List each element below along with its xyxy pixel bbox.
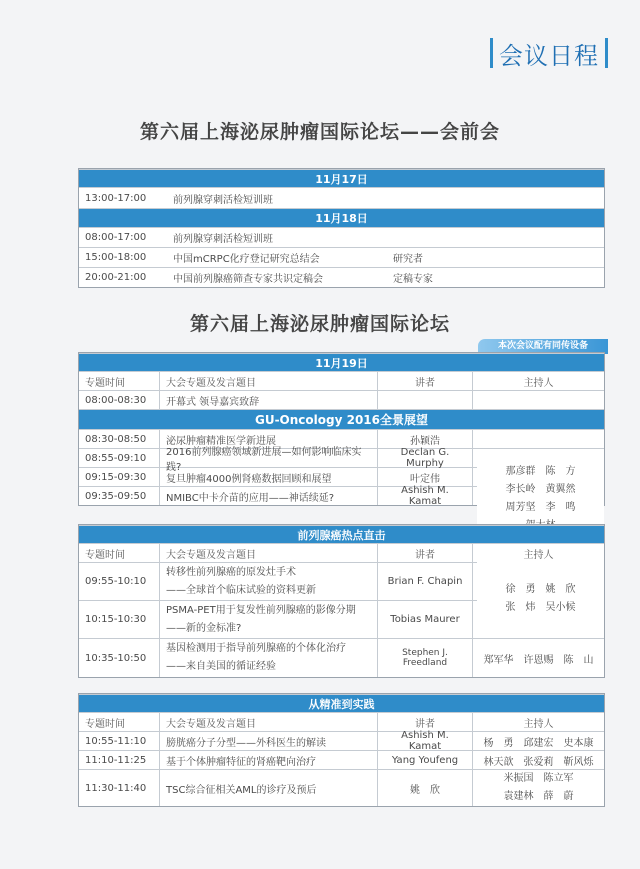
speaker-cell: Ashish M. Kamat bbox=[377, 487, 472, 505]
header-bar-right bbox=[605, 38, 608, 68]
date-banner-1117: 11月17日 bbox=[79, 169, 604, 187]
role-cell bbox=[387, 228, 604, 247]
role-cell: 研究者 bbox=[393, 254, 423, 265]
host-line: 米振国 陈立军 bbox=[503, 773, 574, 784]
topic-line: 基因检测用于指导前列腺癌的个体化治疗 bbox=[166, 643, 346, 654]
pre-conference-table bbox=[78, 168, 605, 288]
host-cell bbox=[472, 391, 604, 409]
col-header-topic: 大会专题及发言题目 bbox=[159, 544, 377, 562]
topic-cell: NMIBC中卡介苗的应用——神话续延? bbox=[159, 487, 377, 505]
topic-cell bbox=[159, 563, 377, 600]
time-cell: 15:00-18:00 bbox=[85, 252, 147, 263]
table-row bbox=[79, 769, 604, 806]
col-header-speaker: 讲者 bbox=[377, 713, 472, 731]
col-header-host: 主持人 bbox=[472, 713, 604, 731]
table-header-row bbox=[79, 712, 604, 731]
topic-subline: ——全球首个临床试验的资料更新 bbox=[166, 584, 316, 596]
schedule-table-prostate bbox=[78, 524, 605, 678]
page-header-label: 会议日程 bbox=[499, 41, 599, 70]
speaker-cell: Ashish M. Kamat bbox=[377, 732, 472, 750]
col-header-time: 专题时间 bbox=[85, 377, 125, 389]
time-cell: 08:00-17:00 bbox=[85, 232, 147, 243]
col-header-time: 专题时间 bbox=[85, 549, 125, 561]
time-cell: 13:00-17:00 bbox=[85, 192, 147, 204]
schedule-table-1119 bbox=[78, 352, 605, 513]
interpretation-ribbon: 本次会议配有同传设备 bbox=[478, 339, 608, 354]
topic-cell bbox=[159, 639, 377, 677]
host-line: 李长岭 黄翼然 bbox=[505, 484, 576, 495]
topic-cell: 前列腺穿刺活检短训班 bbox=[173, 194, 273, 206]
speaker-cell bbox=[377, 391, 472, 409]
topic-line: PSMA-PET用于复发性前列腺癌的影像分期 bbox=[166, 604, 356, 616]
table-row bbox=[79, 731, 604, 750]
table-row bbox=[79, 390, 604, 409]
time-cell: 20:00-21:00 bbox=[85, 272, 147, 283]
speaker-cell: 孙颖浩 bbox=[377, 430, 472, 448]
date-banner-1119: 11月19日 bbox=[79, 353, 604, 371]
host-line: 袁建林 薛 蔚 bbox=[503, 791, 574, 802]
speaker-cell: 姚 欣 bbox=[377, 770, 472, 806]
time-cell: 08:30-08:50 bbox=[85, 433, 147, 445]
session-banner: GU-Oncology 2016全景展望 bbox=[79, 409, 604, 429]
time-cell: 11:10-11:25 bbox=[85, 754, 147, 766]
host-line: 周芳坚 李 鸣 bbox=[505, 502, 576, 513]
col-header-topic: 大会专题及发言题目 bbox=[159, 372, 377, 390]
topic-line: 转移性前列腺癌的原发灶手术 bbox=[166, 566, 296, 578]
col-header-topic: 大会专题及发言题目 bbox=[159, 713, 377, 731]
topic-cell: 开幕式 领导嘉宾致辞 bbox=[159, 391, 377, 409]
forum-title: 第六届上海泌尿肿瘤国际论坛 bbox=[189, 313, 450, 335]
host-cell: 林天歆 张爱莉 靳风烁 bbox=[472, 751, 604, 769]
topic-cell: 2016前列腺癌领域新进展—如何影响临床实践? bbox=[159, 449, 377, 467]
role-cell bbox=[387, 188, 604, 208]
time-cell: 10:55-11:10 bbox=[85, 735, 147, 747]
host-line: 那彦群 陈 方 bbox=[505, 466, 576, 477]
col-header-time: 专题时间 bbox=[85, 718, 125, 730]
host-cell bbox=[472, 770, 604, 806]
host-line: 徐 勇 姚 欣 bbox=[505, 584, 576, 595]
topic-cell: TSC综合征相关AML的诊疗及预后 bbox=[159, 770, 377, 806]
col-header-speaker: 讲者 bbox=[377, 544, 472, 562]
schedule-table-precision bbox=[78, 693, 605, 807]
topic-cell: 膀胱癌分子分型——外科医生的解读 bbox=[159, 732, 377, 750]
speaker-cell: Declan G. Murphy bbox=[377, 449, 472, 467]
page-header bbox=[490, 36, 608, 70]
time-cell: 08:55-09:10 bbox=[85, 452, 147, 464]
time-cell: 09:15-09:30 bbox=[85, 471, 147, 483]
table-row bbox=[79, 638, 604, 677]
host-cell bbox=[472, 430, 604, 448]
col-header-speaker: 讲者 bbox=[377, 372, 472, 390]
table-row bbox=[79, 750, 604, 769]
topic-subline: ——来自美国的循证经验 bbox=[166, 661, 276, 672]
date-banner-1118: 11月18日 bbox=[79, 208, 604, 227]
time-cell: 10:35-10:50 bbox=[85, 652, 147, 664]
col-header-host: 主持人 bbox=[472, 372, 604, 390]
topic-cell: 基于个体肿瘤特征的肾癌靶向治疗 bbox=[159, 751, 377, 769]
topic-subline: ——新的金标准? bbox=[166, 622, 242, 634]
topic-cell: 泌尿肿瘤精准医学新进展 bbox=[159, 430, 377, 448]
col-header-host: 主持人 bbox=[472, 544, 604, 562]
role-cell: 定稿专家 bbox=[393, 274, 433, 285]
topic-cell: 复旦肿瘤4000例肾癌数据回顾和展望 bbox=[159, 468, 377, 486]
speaker-cell: Stephen J. Freedland bbox=[377, 639, 472, 677]
speaker-cell: 叶定伟 bbox=[377, 468, 472, 486]
topic-cell bbox=[159, 601, 377, 638]
speaker-cell: Yang Youfeng bbox=[377, 751, 472, 769]
session-banner: 前列腺癌热点直击 bbox=[79, 525, 604, 543]
speaker-cell: Tobias Maurer bbox=[377, 601, 472, 638]
table-row bbox=[79, 227, 604, 247]
time-cell: 08:00-08:30 bbox=[85, 394, 147, 406]
table-row bbox=[79, 267, 604, 287]
host-cell: 杨 勇 邱建宏 史本康 bbox=[472, 732, 604, 750]
time-cell: 09:35-09:50 bbox=[85, 490, 147, 502]
table-header-row bbox=[79, 371, 604, 390]
topic-cell: 中国mCRPC化疗登记研究总结会 bbox=[173, 254, 320, 265]
table-row bbox=[79, 247, 604, 267]
pre-conference-title: 第六届上海泌尿肿瘤国际论坛——会前会 bbox=[139, 121, 500, 143]
table-header-row bbox=[79, 543, 604, 562]
session-banner: 从精准到实践 bbox=[79, 694, 604, 712]
host-line: 张 炜 吴小候 bbox=[505, 602, 576, 613]
topic-cell: 中国前列腺癌筛查专家共识定稿会 bbox=[173, 274, 323, 285]
speaker-cell: Brian F. Chapin bbox=[377, 563, 472, 600]
host-block bbox=[477, 562, 604, 636]
time-cell: 09:55-10:10 bbox=[85, 576, 147, 587]
time-cell: 10:15-10:30 bbox=[85, 614, 147, 625]
time-cell: 11:30-11:40 bbox=[85, 782, 147, 794]
topic-cell: 前列腺穿刺活检短训班 bbox=[173, 234, 273, 245]
table-row bbox=[79, 187, 604, 208]
host-cell: 郑军华 许恩赐 陈 山 bbox=[472, 639, 604, 677]
